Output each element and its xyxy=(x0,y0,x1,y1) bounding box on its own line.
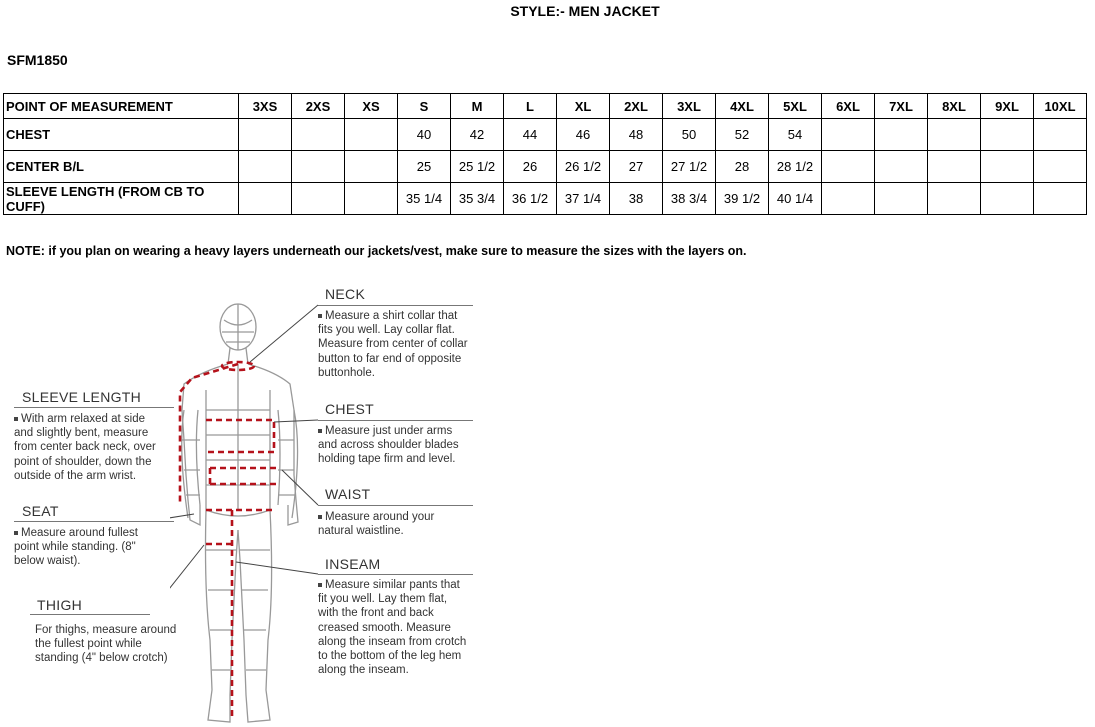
table-row xyxy=(4,151,1087,183)
column-header: 2XL xyxy=(610,94,663,119)
table-cell xyxy=(875,119,928,151)
table-cell xyxy=(292,151,345,183)
table-cell xyxy=(1034,119,1087,151)
table-cell: 35 3/4 xyxy=(451,183,504,215)
table-cell xyxy=(981,151,1034,183)
table-cell xyxy=(875,183,928,215)
table-cell: 42 xyxy=(451,119,504,151)
table-cell: 26 1/2 xyxy=(557,151,610,183)
seat-heading: SEAT xyxy=(22,503,59,519)
seat-instructions: Measure around fullest point while standing. (8" below waist). xyxy=(14,527,138,568)
table-cell: 44 xyxy=(504,119,557,151)
table-cell xyxy=(822,119,875,151)
seat-rule xyxy=(14,521,174,522)
chest-measure-line xyxy=(206,420,274,452)
neck-rule xyxy=(318,305,473,306)
table-cell xyxy=(981,183,1034,215)
table-cell xyxy=(928,151,981,183)
table-cell: 28 xyxy=(716,151,769,183)
table-cell xyxy=(1034,183,1087,215)
table-cell: 54 xyxy=(769,119,822,151)
table-cell: 39 1/2 xyxy=(716,183,769,215)
waist-rule xyxy=(318,505,473,506)
column-header: L xyxy=(504,94,557,119)
inseam-heading: INSEAM xyxy=(325,556,381,572)
table-cell: 38 3/4 xyxy=(663,183,716,215)
table-cell: 48 xyxy=(610,119,663,151)
table-cell xyxy=(822,183,875,215)
table-cell xyxy=(239,119,292,151)
body-outline xyxy=(182,304,298,722)
table-row xyxy=(4,119,1087,151)
table-cell: 28 1/2 xyxy=(769,151,822,183)
body-measurement-figure xyxy=(170,300,320,727)
table-cell: 25 xyxy=(398,151,451,183)
thigh-instructions: For thighs, measure around the fullest point while standing (4" below crotch) xyxy=(35,624,177,665)
bullet-icon xyxy=(14,531,18,535)
bullet-icon xyxy=(14,417,18,421)
table-cell xyxy=(292,183,345,215)
table-cell: 35 1/4 xyxy=(398,183,451,215)
table-cell: 37 1/4 xyxy=(557,183,610,215)
thigh-heading: THIGH xyxy=(37,597,83,613)
inseam-instructions: Measure similar pants that fit you well. Lay them flat, with the front and back creased smooth. Measure along the inseam from crotch to the bottom of the leg hem along the inseam. xyxy=(318,579,467,677)
table-cell xyxy=(239,151,292,183)
table-cell xyxy=(981,119,1034,151)
measurement-lines xyxy=(180,362,276,720)
table-cell: 52 xyxy=(716,119,769,151)
table-cell xyxy=(822,151,875,183)
column-header: M xyxy=(451,94,504,119)
table-cell: 25 1/2 xyxy=(451,151,504,183)
waist-heading: WAIST xyxy=(325,486,371,502)
layering-note: NOTE: if you plan on wearing a heavy layers underneath our jackets/vest, make sure to measure the sizes with the layers on. xyxy=(6,244,747,258)
row-label: CHEST xyxy=(4,119,239,151)
column-header: 2XS xyxy=(292,94,345,119)
chest-instructions: Measure just under arms and across shoulder blades holding tape firm and level. xyxy=(318,425,459,466)
table-row xyxy=(4,183,1087,215)
leader-lines xyxy=(170,305,318,613)
table-cell xyxy=(345,119,398,151)
waist-instructions: Measure around your natural waistline. xyxy=(318,511,435,538)
table-cell: 27 1/2 xyxy=(663,151,716,183)
column-header: XS xyxy=(345,94,398,119)
column-header: 3XS xyxy=(239,94,292,119)
table-cell xyxy=(292,119,345,151)
column-header: POINT OF MEASUREMENT xyxy=(4,94,239,119)
row-label: SLEEVE LENGTH (FROM CB TO CUFF) xyxy=(4,183,239,215)
column-header: 7XL xyxy=(875,94,928,119)
table-cell xyxy=(928,119,981,151)
table-cell: 36 1/2 xyxy=(504,183,557,215)
table-cell xyxy=(875,151,928,183)
page-title: STYLE:- MEN JACKET xyxy=(510,3,660,19)
style-code: SFM1850 xyxy=(7,52,68,68)
table-cell: 40 xyxy=(398,119,451,151)
thigh-rule xyxy=(30,614,150,615)
table-cell: 27 xyxy=(610,151,663,183)
neck-heading: NECK xyxy=(325,286,366,302)
column-header: 8XL xyxy=(928,94,981,119)
sleeve-length-instructions: With arm relaxed at side and slightly bent, measure from center back neck, over point of shoulder, down the outside of the arm wrist. xyxy=(14,413,156,482)
column-header: S xyxy=(398,94,451,119)
table-cell: 26 xyxy=(504,151,557,183)
sleeve-length-rule xyxy=(14,407,174,408)
table-cell: 40 1/4 xyxy=(769,183,822,215)
neck-instructions: Measure a shirt collar that fits you well. Lay collar flat. Measure from center of collar button to far end of opposite buttonhole. xyxy=(318,310,468,379)
sleeve-length-heading: SLEEVE LENGTH xyxy=(22,389,142,405)
table-cell xyxy=(345,183,398,215)
inseam-rule xyxy=(318,574,473,575)
column-header: 10XL xyxy=(1034,94,1087,119)
table-cell: 46 xyxy=(557,119,610,151)
size-chart-table xyxy=(3,93,1087,215)
table-cell: 50 xyxy=(663,119,716,151)
table-cell xyxy=(928,183,981,215)
column-header: XL xyxy=(557,94,610,119)
table-cell xyxy=(345,151,398,183)
chest-heading: CHEST xyxy=(325,401,374,417)
table-cell xyxy=(239,183,292,215)
column-header: 4XL xyxy=(716,94,769,119)
row-label: CENTER B/L xyxy=(4,151,239,183)
column-header: 3XL xyxy=(663,94,716,119)
table-header-row xyxy=(4,94,1087,119)
waist-measure-line xyxy=(210,468,276,484)
column-header: 6XL xyxy=(822,94,875,119)
chest-rule xyxy=(318,420,473,421)
column-header: 9XL xyxy=(981,94,1034,119)
table-cell: 38 xyxy=(610,183,663,215)
column-header: 5XL xyxy=(769,94,822,119)
table-cell xyxy=(1034,151,1087,183)
